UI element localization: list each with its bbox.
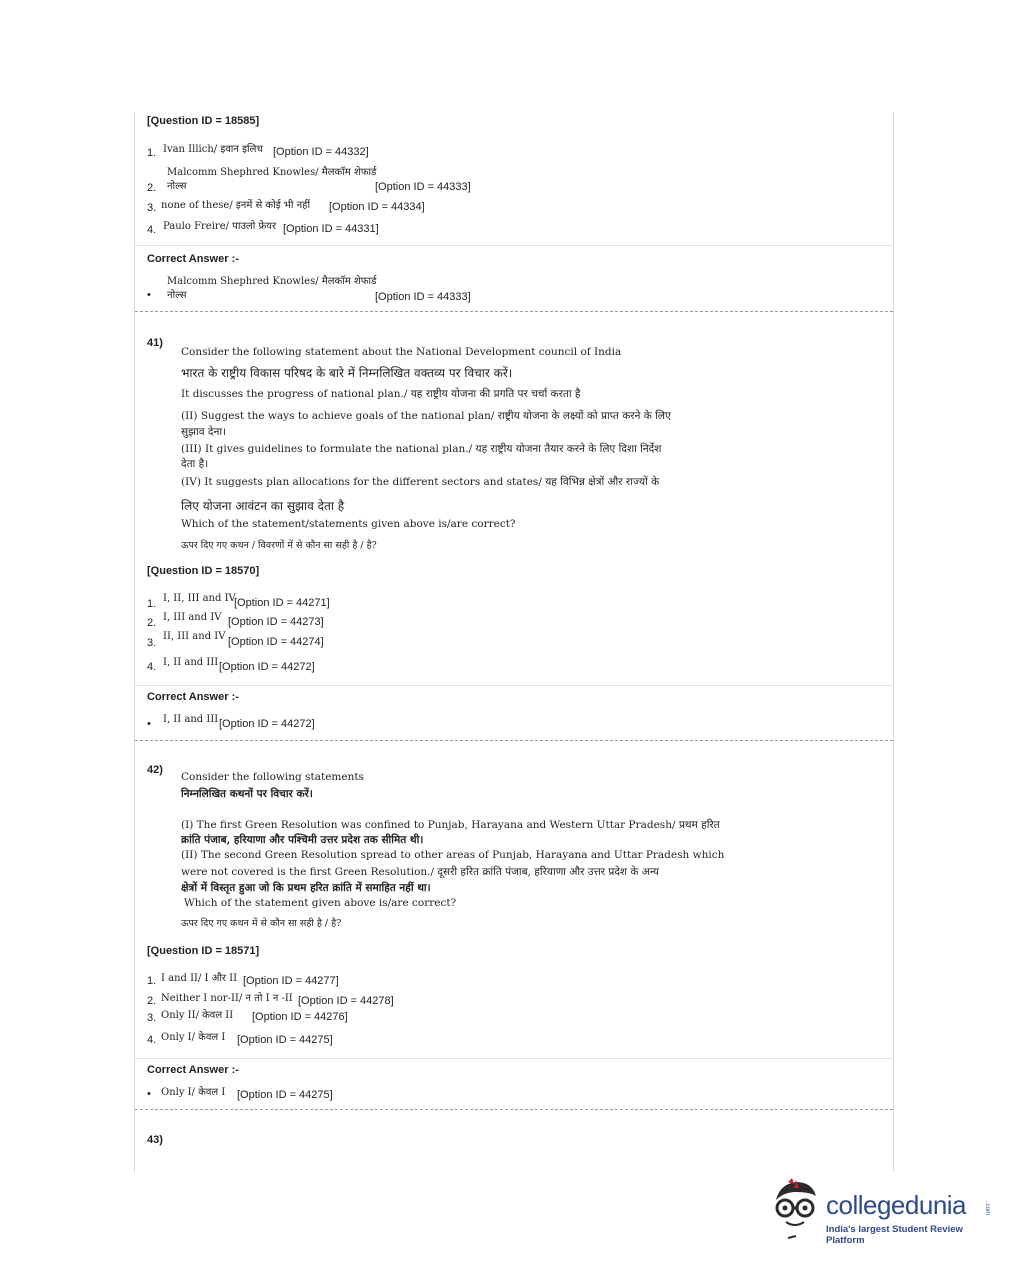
option-number: 3. [147,637,157,649]
correct-answer-text: Malcomm Shephred Knowles/ मैलकॉम शेफार्ड [167,276,377,287]
correct-answer-text: I, II and III [163,714,219,725]
option-number: 2. [147,182,157,194]
option-id: [Option ID = 44276] [252,1011,348,1023]
question-number: 42) [147,764,163,776]
question-statement: क्रांति पंजाब, हरियाणा और पश्चिमी उत्तर प्रदेश तक सीमित थी। [181,834,424,846]
question-statement: (III) It gives guidelines to formulate the national plan./ यह राष्ट्रीय योजना तैयार करने के लिए दिशा निर्देश [181,443,662,455]
question-statement: (II) The second Green Resolution spread to other areas of Punjab, Harayana and Uttar Pradesh which [181,849,725,861]
question-statement-hindi: भारत के राष्ट्रीय विकास परिषद के बारे में निम्नलिखित वक्तव्य पर विचार करें। [181,366,513,380]
correct-answer-label: Correct Answer :- [147,691,239,703]
question-statement: सुझाव देना। [181,426,227,438]
question-statement: were not covered is the first Green Resolution./ दूसरी हरित क्रांति पंजाब, हरियाणा और उत्तर प्रदेश के अन्य [181,866,660,878]
option-id: [Option ID = 44278] [298,995,394,1007]
correct-answer-option-id: [Option ID = 44333] [375,291,471,303]
option-number: 3. [147,1012,157,1024]
bullet: • [147,289,151,301]
option-number: 1. [147,975,157,987]
option-text: none of these/ इनमें से कोई भी नहीं [161,200,311,211]
question-statement-hindi: लिए योजना आवंटन का सुझाव देता है [181,499,345,513]
option-id: [Option ID = 44271] [234,597,330,609]
option-text: I and II/ I और II [161,973,238,984]
correct-answer-text: Only I/ केवल I [161,1087,226,1098]
question-id: [Question ID = 18585] [147,115,260,127]
option-number: 4. [147,224,157,236]
question-id: [Question ID = 18571] [147,945,260,957]
question-statement-hindi: निम्नलिखित कथनों पर विचार करें। [181,788,313,800]
option-id: [Option ID = 44277] [243,975,339,987]
question-prompt-hindi: ऊपर दिए गए कथन / विवरणों में से कौन सा सही है / है? [181,540,377,551]
question-statement: It discusses the progress of national plan./ यह राष्ट्रीय योजना की प्रगति पर चर्चा करता है [181,388,581,400]
divider [135,1058,893,1059]
correct-answer-text: नोल्स [167,290,187,301]
logo-tagline: India's largest Student Review Platform [826,1224,963,1246]
collegedunia-logo [766,1176,996,1246]
question-prompt-hindi: ऊपर दिए गए कथन में से कौन सा सही है / है? [181,918,342,929]
option-id: [Option ID = 44275] [237,1034,333,1046]
option-id: [Option ID = 44333] [375,181,471,193]
correct-answer-label: Correct Answer :- [147,253,239,265]
question-prompt: Which of the statement/statements given above is/are correct? [181,518,516,530]
question-statement: Consider the following statement about the National Development council of India [181,346,622,358]
bullet: • [147,1088,151,1100]
divider [135,685,893,686]
bullet: • [147,718,151,730]
option-id: [Option ID = 44331] [283,223,379,235]
question-statement: देता है। [181,458,209,470]
logo-wordmark: collegedunia [826,1190,967,1220]
logo-domain: .com [984,1202,990,1216]
correct-answer-option-id: [Option ID = 44272] [219,718,315,730]
option-text: I, II, III and IV [163,593,236,604]
option-id: [Option ID = 44273] [228,616,324,628]
question-prompt: Which of the statement given above is/are correct? [184,897,457,909]
option-text: Only II/ केवल II [161,1010,234,1021]
option-number: 2. [147,995,157,1007]
option-text: Neither I nor-II/ न तो I न -II [161,993,293,1004]
question-id: [Question ID = 18570] [147,565,260,577]
question-separator [135,740,893,741]
option-number: 1. [147,147,157,159]
mascot-icon [766,1178,824,1240]
correct-answer-option-id: [Option ID = 44275] [237,1089,333,1101]
option-number: 3. [147,202,157,214]
question-statement: (I) The first Green Resolution was confined to Punjab, Harayana and Western Uttar Pradesh/ प्रथम हरित [181,819,720,831]
option-text: Ivan Illich/ इवान इलिच [163,144,263,155]
question-statement: क्षेत्रों में विस्तृत हुआ जो कि प्रथम हरित क्रांति में समाहित नहीं था। [181,882,431,894]
question-statement: (II) Suggest the ways to achieve goals of the national plan/ राष्ट्रीय योजना के लक्ष्यों को प्राप्त करने के लिए [181,410,671,422]
option-text: I, III and IV [163,612,222,623]
option-id: [Option ID = 44332] [273,146,369,158]
question-statement: (IV) It suggests plan allocations for the different sectors and states/ यह विभिन्न क्षेत्रों और राज्यों के [181,476,660,488]
question-number: 43) [147,1134,163,1146]
option-text: II, III and IV [163,631,226,642]
option-number: 4. [147,661,157,673]
option-text: Malcomm Shephred Knowles/ मैलकॉम शेफार्ड [167,167,377,178]
question-separator [135,311,893,312]
option-number: 4. [147,1034,157,1046]
option-text: नोल्स [167,181,187,192]
option-id: [Option ID = 44274] [228,636,324,648]
option-text: Paulo Freire/ पाउलो फ्रेयर [163,221,277,232]
correct-answer-label: Correct Answer :- [147,1064,239,1076]
question-statement: Consider the following statements [181,771,364,783]
divider [135,245,893,246]
option-text: I, II and III [163,657,219,668]
option-id: [Option ID = 44272] [219,661,315,673]
question-number: 41) [147,337,163,349]
question-sheet [134,112,894,1172]
option-text: Only I/ केवल I [161,1032,226,1043]
question-separator [135,1109,893,1110]
option-number: 2. [147,617,157,629]
option-number: 1. [147,598,157,610]
option-id: [Option ID = 44334] [329,201,425,213]
